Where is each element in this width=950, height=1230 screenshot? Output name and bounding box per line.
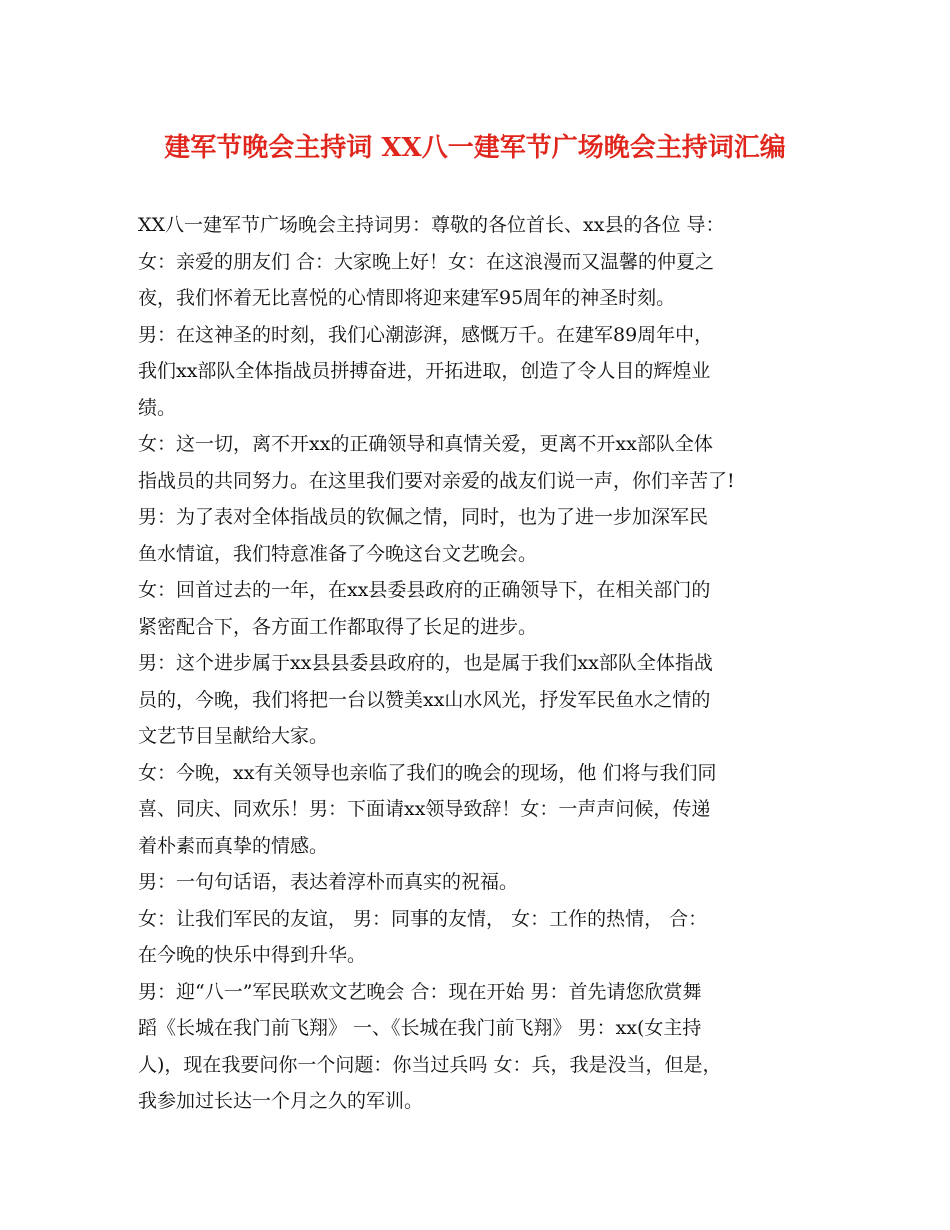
body-line: 紧密配合下，各方面工作都取得了长足的进步。 [138,615,538,638]
body-line: 女：今晚，xx有关领导也亲临了我们的晚会的现场，他 们将与我们同 [138,761,717,784]
body-line: 鱼水情谊，我们特意准备了今晚这台文艺晚会。 [138,542,538,565]
body-line: 男：在这神圣的时刻，我们心潮澎湃，感慨万千。在建军89周年中， [138,323,714,346]
body-line: 我参加过长达一个月之久的军训。 [138,1090,424,1112]
body-line: 蹈《长城在我门前飞翔》 一、《长城在我门前飞翔》 男：xx(女主持 [138,1017,702,1039]
body-line: 男：一句句话语，表达着淳朴而真实的祝福。 [138,871,519,893]
document-title: 建军节晚会主持词 XX八一建军节广场晚会主持词汇编 [164,133,786,163]
body-line: 在今晚的快乐中得到升华。 [138,944,367,966]
body-line: 女：这一切，离不开xx的正确领导和真情关爱，更离不开xx部队全体 [138,433,713,455]
body-line: 着朴素而真挚的情感。 [138,834,329,857]
body-line: 员的，今晚，我们将把一台以赞美xx山水风光，抒发军民鱼水之情的 [138,688,711,711]
body-line: 我们xx部队全体指战员拼搏奋进，开拓进取，创造了令人目的辉煌业 [138,360,711,382]
body-line: 绩。 [138,396,177,419]
body-line: 女：亲爱的朋友们 合：大家晚上好！女：在这浪漫而又温馨的仲夏之 [138,250,715,273]
body-line: 男：为了表对全体指战员的钦佩之情，同时，也为了进一步加深军民 [138,506,709,528]
body-line: 女：回首过去的一年，在xx县委县政府的正确领导下，在相关部门的 [138,579,711,601]
document-body [138,207,828,1120]
body-line: 文艺节目呈献给大家。 [138,725,329,747]
body-line: 男：这个进步属于xx县县委县政府的，也是属于我们xx部队全体指战 [138,652,713,674]
body-line: XX八一建军节广场晚会主持词男：尊敬的各位首长、xx县的各位 导： [138,214,725,236]
body-line: 人)，现在我要问你一个问题：你当过兵吗 女：兵，我是没当，但是， [138,1053,722,1076]
body-line: 指战员的共同努力。在这里我们要对亲爱的战友们说一声，你们辛苦了! [138,469,735,492]
body-line: 男：迎“八一”军民联欢文艺晚会 合：现在开始 男：首先请您欣赏舞 [138,980,702,1003]
body-line: 夜，我们怀着无比喜悦的心情即将迎来建军95周年的神圣时刻。 [138,287,676,309]
body-line: 女：让我们军民的友谊， 男：同事的友情， 女：工作的热情， 合： [138,907,708,930]
body-line: 喜、同庆、同欢乐！男：下面请xx领导致辞！女：一声声问候，传递 [138,798,711,820]
